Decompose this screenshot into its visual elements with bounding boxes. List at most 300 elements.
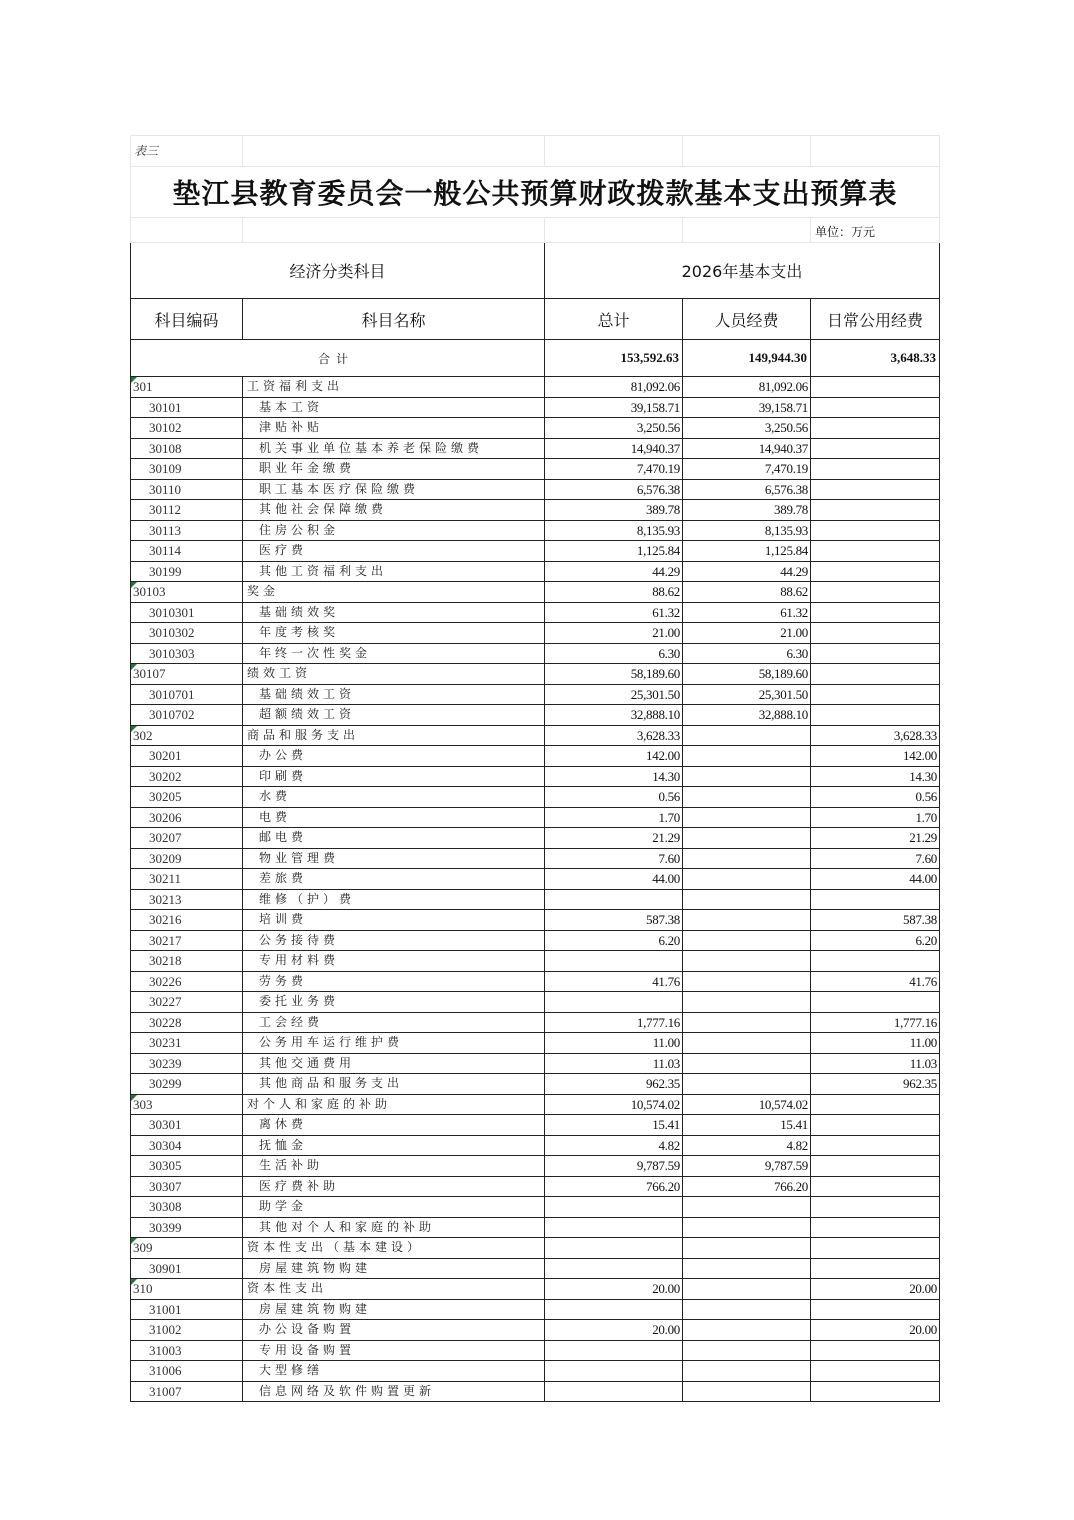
row-total: 3,250.56 xyxy=(545,418,683,439)
row-personnel xyxy=(683,910,811,931)
table-row xyxy=(131,971,940,992)
header-group-row xyxy=(131,243,940,299)
table-row xyxy=(131,1340,940,1361)
row-name: 职工基本医疗保险缴费 xyxy=(243,479,545,500)
row-public: 41.76 xyxy=(811,971,940,992)
row-public: 587.38 xyxy=(811,910,940,931)
row-total: 10,574.02 xyxy=(545,1094,683,1115)
row-public xyxy=(811,500,940,521)
row-personnel xyxy=(683,1340,811,1361)
row-total: 32,888.10 xyxy=(545,705,683,726)
row-public xyxy=(811,1299,940,1320)
category-row xyxy=(131,1094,940,1115)
row-public xyxy=(811,1238,940,1259)
cell-marker-icon xyxy=(131,1279,137,1285)
row-personnel: 9,787.59 xyxy=(683,1156,811,1177)
table-label-row xyxy=(131,136,940,167)
row-personnel xyxy=(683,1074,811,1095)
row-code: 30308 xyxy=(131,1197,243,1218)
table-row xyxy=(131,910,940,931)
row-personnel: 766.20 xyxy=(683,1176,811,1197)
row-public: 7.60 xyxy=(811,848,940,869)
row-public xyxy=(811,1135,940,1156)
row-name: 对个人和家庭的补助 xyxy=(243,1094,545,1115)
table-row xyxy=(131,1217,940,1238)
row-public xyxy=(811,992,940,1013)
table-row xyxy=(131,848,940,869)
header-name: 科目名称 xyxy=(243,299,545,340)
header-code: 科目编码 xyxy=(131,299,243,340)
header-total: 总计 xyxy=(545,299,683,340)
row-code: 30206 xyxy=(131,807,243,828)
row-code: 30301 xyxy=(131,1115,243,1136)
row-code: 30307 xyxy=(131,1176,243,1197)
unit-label: 单位：万元 xyxy=(811,218,940,243)
table-row xyxy=(131,1320,940,1341)
row-public xyxy=(811,1094,940,1115)
row-code: 30207 xyxy=(131,828,243,849)
row-public: 11.03 xyxy=(811,1053,940,1074)
row-total: 25,301.50 xyxy=(545,684,683,705)
row-total: 6.30 xyxy=(545,643,683,664)
row-name: 津贴补贴 xyxy=(243,418,545,439)
unit-row xyxy=(131,218,940,243)
row-code: 30399 xyxy=(131,1217,243,1238)
row-total: 21.00 xyxy=(545,623,683,644)
row-personnel xyxy=(683,971,811,992)
row-personnel: 25,301.50 xyxy=(683,684,811,705)
row-personnel xyxy=(683,787,811,808)
row-personnel: 1,125.84 xyxy=(683,541,811,562)
table-row xyxy=(131,869,940,890)
table-row xyxy=(131,1135,940,1156)
row-public: 962.35 xyxy=(811,1074,940,1095)
row-total: 6.20 xyxy=(545,930,683,951)
row-code: 30107 xyxy=(131,664,243,685)
row-code: 302 xyxy=(131,725,243,746)
row-total: 58,189.60 xyxy=(545,664,683,685)
row-public xyxy=(811,643,940,664)
row-public: 20.00 xyxy=(811,1320,940,1341)
totals-total: 153,592.63 xyxy=(545,340,683,377)
row-name: 机关事业单位基本养老保险缴费 xyxy=(243,438,545,459)
row-code: 30213 xyxy=(131,889,243,910)
row-name: 专用材料费 xyxy=(243,951,545,972)
row-personnel xyxy=(683,766,811,787)
row-code: 30239 xyxy=(131,1053,243,1074)
table-row xyxy=(131,500,940,521)
row-code: 30108 xyxy=(131,438,243,459)
table-row xyxy=(131,684,940,705)
row-public: 142.00 xyxy=(811,746,940,767)
row-public: 11.00 xyxy=(811,1033,940,1054)
row-total: 20.00 xyxy=(545,1320,683,1341)
row-total: 11.00 xyxy=(545,1033,683,1054)
row-personnel: 8,135.93 xyxy=(683,520,811,541)
row-name: 印刷费 xyxy=(243,766,545,787)
row-code: 30901 xyxy=(131,1258,243,1279)
table-row xyxy=(131,746,940,767)
table-row xyxy=(131,438,940,459)
cell-marker-icon xyxy=(131,664,137,670)
row-public xyxy=(811,1217,940,1238)
row-personnel: 21.00 xyxy=(683,623,811,644)
row-code: 31001 xyxy=(131,1299,243,1320)
cell-marker-icon xyxy=(131,377,137,383)
row-public xyxy=(811,1156,940,1177)
table-label: 表三 xyxy=(131,136,243,167)
row-total: 766.20 xyxy=(545,1176,683,1197)
row-total: 20.00 xyxy=(545,1279,683,1300)
row-total: 11.03 xyxy=(545,1053,683,1074)
row-personnel: 44.29 xyxy=(683,561,811,582)
row-total: 15.41 xyxy=(545,1115,683,1136)
row-code: 30103 xyxy=(131,582,243,603)
row-public xyxy=(811,664,940,685)
table-row xyxy=(131,807,940,828)
row-total: 1.70 xyxy=(545,807,683,828)
row-code: 30102 xyxy=(131,418,243,439)
row-name: 抚恤金 xyxy=(243,1135,545,1156)
row-name: 基本工资 xyxy=(243,397,545,418)
table-row xyxy=(131,705,940,726)
row-name: 其他交通费用 xyxy=(243,1053,545,1074)
table-row xyxy=(131,930,940,951)
table-row xyxy=(131,1299,940,1320)
row-personnel: 15.41 xyxy=(683,1115,811,1136)
row-public: 44.00 xyxy=(811,869,940,890)
row-code: 30113 xyxy=(131,520,243,541)
row-public xyxy=(811,684,940,705)
row-total: 39,158.71 xyxy=(545,397,683,418)
table-row xyxy=(131,1381,940,1402)
row-personnel xyxy=(683,746,811,767)
row-name: 电费 xyxy=(243,807,545,828)
row-public xyxy=(811,1258,940,1279)
row-name: 绩效工资 xyxy=(243,664,545,685)
row-code: 30217 xyxy=(131,930,243,951)
row-name: 医疗费补助 xyxy=(243,1176,545,1197)
row-name: 房屋建筑物购建 xyxy=(243,1258,545,1279)
totals-public: 3,648.33 xyxy=(811,340,940,377)
table-row xyxy=(131,1074,940,1095)
row-code: 310 xyxy=(131,1279,243,1300)
row-code: 30228 xyxy=(131,1012,243,1033)
row-code: 303 xyxy=(131,1094,243,1115)
row-public: 21.29 xyxy=(811,828,940,849)
table-row xyxy=(131,787,940,808)
row-name: 公务用车运行维护费 xyxy=(243,1033,545,1054)
row-personnel xyxy=(683,828,811,849)
row-name: 工资福利支出 xyxy=(243,377,545,398)
table-row xyxy=(131,561,940,582)
header-column-row xyxy=(131,299,940,340)
row-personnel: 3,250.56 xyxy=(683,418,811,439)
row-personnel xyxy=(683,1361,811,1382)
row-name: 房屋建筑物购建 xyxy=(243,1299,545,1320)
cell-marker-icon xyxy=(131,1238,137,1244)
row-public: 1,777.16 xyxy=(811,1012,940,1033)
row-personnel xyxy=(683,1217,811,1238)
row-total xyxy=(545,1197,683,1218)
row-personnel: 10,574.02 xyxy=(683,1094,811,1115)
row-name: 商品和服务支出 xyxy=(243,725,545,746)
row-name: 培训费 xyxy=(243,910,545,931)
row-total: 1,125.84 xyxy=(545,541,683,562)
row-name: 基础绩效工资 xyxy=(243,684,545,705)
row-total: 0.56 xyxy=(545,787,683,808)
row-code: 31002 xyxy=(131,1320,243,1341)
row-personnel: 88.62 xyxy=(683,582,811,603)
row-public xyxy=(811,1176,940,1197)
row-personnel: 39,158.71 xyxy=(683,397,811,418)
row-name: 职业年金缴费 xyxy=(243,459,545,480)
table-row xyxy=(131,1053,940,1074)
category-row xyxy=(131,582,940,603)
row-personnel xyxy=(683,1381,811,1402)
table-row xyxy=(131,951,940,972)
table-row xyxy=(131,479,940,500)
row-code: 30101 xyxy=(131,397,243,418)
row-total xyxy=(545,889,683,910)
row-public xyxy=(811,602,940,623)
row-personnel: 61.32 xyxy=(683,602,811,623)
row-personnel xyxy=(683,1197,811,1218)
row-public: 6.20 xyxy=(811,930,940,951)
row-total: 7,470.19 xyxy=(545,459,683,480)
table-row xyxy=(131,1361,940,1382)
row-public: 0.56 xyxy=(811,787,940,808)
row-total xyxy=(545,1217,683,1238)
row-name: 超额绩效工资 xyxy=(243,705,545,726)
row-public: 20.00 xyxy=(811,1279,940,1300)
row-code: 30216 xyxy=(131,910,243,931)
row-total xyxy=(545,1238,683,1259)
row-code: 3010301 xyxy=(131,602,243,623)
row-public xyxy=(811,397,940,418)
row-total xyxy=(545,1340,683,1361)
row-public xyxy=(811,418,940,439)
row-personnel xyxy=(683,807,811,828)
row-public: 3,628.33 xyxy=(811,725,940,746)
row-public xyxy=(811,1340,940,1361)
row-name: 住房公积金 xyxy=(243,520,545,541)
row-total: 9,787.59 xyxy=(545,1156,683,1177)
row-name: 其他工资福利支出 xyxy=(243,561,545,582)
row-code: 30205 xyxy=(131,787,243,808)
row-public xyxy=(811,1361,940,1382)
row-personnel xyxy=(683,1279,811,1300)
row-name: 年度考核奖 xyxy=(243,623,545,644)
row-code: 3010702 xyxy=(131,705,243,726)
row-code: 3010701 xyxy=(131,684,243,705)
row-public xyxy=(811,377,940,398)
row-total: 44.00 xyxy=(545,869,683,890)
table-row xyxy=(131,1258,940,1279)
category-row xyxy=(131,725,940,746)
table-row xyxy=(131,766,940,787)
row-name: 工会经费 xyxy=(243,1012,545,1033)
row-total: 44.29 xyxy=(545,561,683,582)
table-row xyxy=(131,418,940,439)
row-personnel: 58,189.60 xyxy=(683,664,811,685)
table-row xyxy=(131,828,940,849)
row-public xyxy=(811,705,940,726)
table-row xyxy=(131,889,940,910)
row-name: 邮电费 xyxy=(243,828,545,849)
row-personnel: 32,888.10 xyxy=(683,705,811,726)
row-code: 30231 xyxy=(131,1033,243,1054)
budget-sheet xyxy=(130,135,939,1402)
row-total: 81,092.06 xyxy=(545,377,683,398)
table-row xyxy=(131,992,940,1013)
row-code: 30199 xyxy=(131,561,243,582)
row-name: 资本性支出（基本建设） xyxy=(243,1238,545,1259)
table-row xyxy=(131,1156,940,1177)
row-personnel: 389.78 xyxy=(683,500,811,521)
row-public: 14.30 xyxy=(811,766,940,787)
row-code: 31003 xyxy=(131,1340,243,1361)
row-code: 30226 xyxy=(131,971,243,992)
row-public xyxy=(811,889,940,910)
row-personnel xyxy=(683,869,811,890)
row-personnel: 7,470.19 xyxy=(683,459,811,480)
row-public xyxy=(811,479,940,500)
row-name: 医疗费 xyxy=(243,541,545,562)
row-code: 309 xyxy=(131,1238,243,1259)
row-personnel xyxy=(683,1053,811,1074)
row-public xyxy=(811,582,940,603)
row-public xyxy=(811,541,940,562)
row-personnel xyxy=(683,1238,811,1259)
row-public xyxy=(811,561,940,582)
category-row xyxy=(131,1279,940,1300)
row-personnel: 14,940.37 xyxy=(683,438,811,459)
row-total: 6,576.38 xyxy=(545,479,683,500)
row-total: 389.78 xyxy=(545,500,683,521)
row-total: 7.60 xyxy=(545,848,683,869)
row-name: 差旅费 xyxy=(243,869,545,890)
row-total xyxy=(545,951,683,972)
row-name: 办公费 xyxy=(243,746,545,767)
row-total: 1,777.16 xyxy=(545,1012,683,1033)
table-row xyxy=(131,459,940,480)
row-code: 30110 xyxy=(131,479,243,500)
row-total: 587.38 xyxy=(545,910,683,931)
row-personnel: 6.30 xyxy=(683,643,811,664)
row-name: 水费 xyxy=(243,787,545,808)
row-total: 41.76 xyxy=(545,971,683,992)
table-row xyxy=(131,1012,940,1033)
category-row xyxy=(131,664,940,685)
table-row xyxy=(131,1197,940,1218)
row-name: 生活补助 xyxy=(243,1156,545,1177)
row-name: 专用设备购置 xyxy=(243,1340,545,1361)
budget-table xyxy=(130,135,940,1402)
table-row xyxy=(131,643,940,664)
table-row xyxy=(131,1033,940,1054)
totals-personnel: 149,944.30 xyxy=(683,340,811,377)
row-total: 14.30 xyxy=(545,766,683,787)
row-code: 30227 xyxy=(131,992,243,1013)
row-total xyxy=(545,1258,683,1279)
row-name: 委托业务费 xyxy=(243,992,545,1013)
table-row xyxy=(131,520,940,541)
page-title: 垫江县教育委员会一般公共预算财政拨款基本支出预算表 xyxy=(131,167,940,218)
row-total: 14,940.37 xyxy=(545,438,683,459)
row-personnel xyxy=(683,1033,811,1054)
row-code: 30299 xyxy=(131,1074,243,1095)
row-public xyxy=(811,1381,940,1402)
row-personnel xyxy=(683,848,811,869)
row-code: 30305 xyxy=(131,1156,243,1177)
row-public xyxy=(811,951,940,972)
row-total xyxy=(545,1299,683,1320)
row-personnel xyxy=(683,725,811,746)
header-public: 日常公用经费 xyxy=(811,299,940,340)
row-personnel xyxy=(683,930,811,951)
row-code: 31006 xyxy=(131,1361,243,1382)
row-personnel: 81,092.06 xyxy=(683,377,811,398)
table-row xyxy=(131,1176,940,1197)
row-total xyxy=(545,992,683,1013)
totals-row xyxy=(131,340,940,377)
row-name: 信息网络及软件购置更新 xyxy=(243,1381,545,1402)
row-name: 大型修缮 xyxy=(243,1361,545,1382)
row-total: 21.29 xyxy=(545,828,683,849)
table-row xyxy=(131,397,940,418)
table-row xyxy=(131,1115,940,1136)
row-personnel xyxy=(683,951,811,972)
header-personnel: 人员经费 xyxy=(683,299,811,340)
row-total xyxy=(545,1381,683,1402)
row-name: 公务接待费 xyxy=(243,930,545,951)
row-code: 31007 xyxy=(131,1381,243,1402)
row-personnel xyxy=(683,1258,811,1279)
row-name: 其他社会保障缴费 xyxy=(243,500,545,521)
row-code: 30202 xyxy=(131,766,243,787)
cell-marker-icon xyxy=(131,726,137,732)
row-code: 30201 xyxy=(131,746,243,767)
row-personnel: 4.82 xyxy=(683,1135,811,1156)
row-personnel xyxy=(683,889,811,910)
row-name: 奖金 xyxy=(243,582,545,603)
row-public xyxy=(811,438,940,459)
row-personnel xyxy=(683,1299,811,1320)
row-total: 88.62 xyxy=(545,582,683,603)
row-total: 142.00 xyxy=(545,746,683,767)
table-row xyxy=(131,541,940,562)
row-name: 年终一次性奖金 xyxy=(243,643,545,664)
row-total: 8,135.93 xyxy=(545,520,683,541)
row-total xyxy=(545,1361,683,1382)
row-total: 3,628.33 xyxy=(545,725,683,746)
totals-label: 合计 xyxy=(131,340,545,377)
row-code: 3010302 xyxy=(131,623,243,644)
row-public xyxy=(811,1197,940,1218)
row-personnel: 6,576.38 xyxy=(683,479,811,500)
title-row xyxy=(131,167,940,218)
table-row xyxy=(131,602,940,623)
row-code: 30209 xyxy=(131,848,243,869)
row-name: 其他对个人和家庭的补助 xyxy=(243,1217,545,1238)
cell-marker-icon xyxy=(131,582,137,588)
row-name: 物业管理费 xyxy=(243,848,545,869)
row-personnel xyxy=(683,992,811,1013)
row-total: 4.82 xyxy=(545,1135,683,1156)
row-personnel xyxy=(683,1320,811,1341)
row-code: 301 xyxy=(131,377,243,398)
